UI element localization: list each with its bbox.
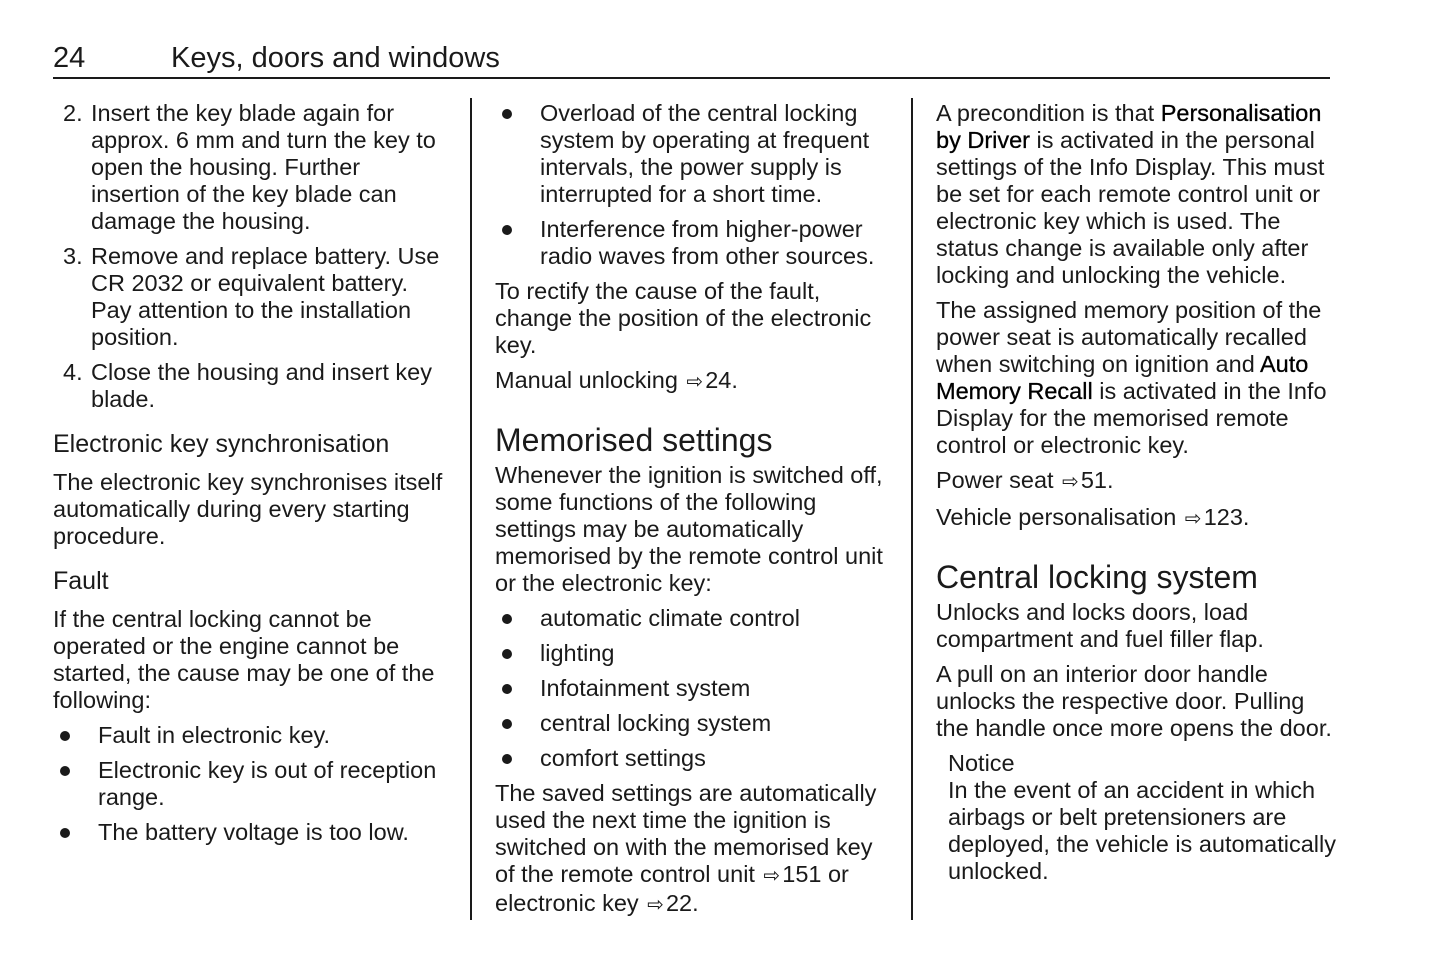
bullet-icon bbox=[502, 719, 512, 729]
page-reference-arrow-icon: ⇨ bbox=[1184, 508, 1202, 530]
page-reference-arrow-icon: ⇨ bbox=[763, 865, 781, 887]
column-left bbox=[53, 100, 453, 854]
step-text: Close the housing and insert key blade. bbox=[91, 359, 432, 412]
reference-page: 51. bbox=[1080, 467, 1114, 493]
list-item bbox=[53, 722, 453, 749]
chapter-title: Keys, doors and windows bbox=[171, 42, 500, 74]
fault-list-continued bbox=[495, 100, 895, 270]
bullet-icon bbox=[502, 614, 512, 624]
page-number: 24 bbox=[53, 42, 86, 74]
paragraph-text: is activated in the personal settings of the Info Display. This must be set for each remote control unit or electronic key which is used. The status change is available only after locking and unlocking the vehicle. bbox=[936, 127, 1325, 288]
door-handle-paragraph: A pull on an interior door handle unlocks the respective door. Pulling the handle once more opens the door. bbox=[936, 661, 1332, 741]
list-item-text: Overload of the central locking system by operating at frequent intervals, the power supply is interrupted for a short time. bbox=[540, 100, 870, 207]
memorised-intro: Whenever the ignition is switched off, some functions of the following settings may be automatically memorised by the remote control unit or the electronic key: bbox=[495, 462, 883, 596]
sync-paragraph: The electronic key synchronises itself automatically during every starting procedure. bbox=[53, 469, 443, 549]
page-reference-arrow-icon: ⇨ bbox=[1062, 471, 1079, 493]
reference-page: 123. bbox=[1203, 504, 1250, 530]
step-number: 3. bbox=[63, 243, 83, 269]
manual-unlocking-reference[interactable] bbox=[495, 367, 895, 396]
reference-text: Manual unlocking bbox=[495, 367, 678, 393]
column-divider bbox=[470, 98, 472, 920]
reference-page[interactable]: 22. bbox=[665, 890, 699, 916]
bullet-icon bbox=[60, 766, 70, 776]
section-heading-central-locking: Central locking system bbox=[936, 559, 1258, 595]
bullet-icon bbox=[502, 754, 512, 764]
saved-settings-paragraph bbox=[495, 780, 895, 919]
notice-text: In the event of an accident in which airbags or belt pretensioners are deployed, the vehicle is automatically unlocked. bbox=[948, 777, 1336, 884]
page-header bbox=[53, 41, 1330, 79]
list-item bbox=[495, 100, 895, 208]
list-item bbox=[53, 757, 453, 811]
reference-text: Vehicle personalisation bbox=[936, 504, 1177, 530]
list-item bbox=[495, 710, 895, 737]
list-item bbox=[53, 819, 453, 846]
setting-name: Auto Memory Recall bbox=[936, 351, 1309, 404]
paragraph-text: is activated in the Info Display for the memorised remote control or electronic key. bbox=[936, 378, 1327, 458]
bullet-icon bbox=[502, 225, 512, 235]
memorised-list bbox=[495, 605, 895, 772]
column-middle bbox=[495, 100, 895, 927]
list-item-text: lighting bbox=[540, 640, 615, 666]
step-text: Insert the key blade again for approx. 6 mm and turn the key to open the housing. Further insertion of the key blade can damage the housing. bbox=[91, 100, 436, 234]
step-item bbox=[53, 100, 453, 235]
paragraph-text: The saved settings are automatically used the next time the ignition is switched on with the memorised key of the remote control unit bbox=[495, 780, 877, 887]
page-reference-arrow-icon: ⇨ bbox=[647, 894, 664, 916]
list-item-text: Fault in electronic key. bbox=[98, 722, 331, 748]
section-heading-sync: Electronic key synchronisation bbox=[53, 430, 390, 458]
notice-title: Notice bbox=[948, 750, 1015, 776]
bullet-icon bbox=[60, 731, 70, 741]
list-item-text: comfort settings bbox=[540, 745, 706, 771]
vehicle-personalisation-reference[interactable] bbox=[936, 504, 1336, 533]
power-seat-reference[interactable] bbox=[936, 467, 1336, 496]
step-item bbox=[53, 243, 453, 351]
central-locking-paragraph: Unlocks and locks doors, load compartment and fuel filler flap. bbox=[936, 599, 1264, 652]
fault-list bbox=[53, 722, 453, 846]
memory-position-paragraph bbox=[936, 297, 1336, 459]
paragraph-text: The assigned memory position of the power seat is automatically recalled when switching on ignition and bbox=[936, 297, 1322, 377]
paragraph-text: electronic key bbox=[495, 890, 639, 916]
step-number: 2. bbox=[63, 100, 83, 126]
column-divider bbox=[911, 98, 913, 920]
column-right bbox=[936, 100, 1336, 885]
bullet-icon bbox=[502, 684, 512, 694]
reference-text: Power seat bbox=[936, 467, 1054, 493]
list-item-text: central locking system bbox=[540, 710, 772, 736]
reference-page: 24. bbox=[705, 367, 738, 393]
list-item bbox=[495, 605, 895, 632]
list-item bbox=[495, 745, 895, 772]
page-reference-arrow-icon: ⇨ bbox=[686, 371, 704, 393]
section-heading-memorised: Memorised settings bbox=[495, 422, 773, 458]
bullet-icon bbox=[60, 828, 70, 838]
setting-name: Personalisation by Driver bbox=[936, 100, 1322, 153]
reference-page[interactable]: 151 or bbox=[782, 861, 849, 887]
notice-box bbox=[948, 750, 1336, 885]
paragraph-text: A precondition is that bbox=[936, 100, 1155, 126]
bullet-icon bbox=[502, 109, 512, 119]
precondition-paragraph bbox=[936, 100, 1336, 289]
list-item-text: Infotainment system bbox=[540, 675, 751, 701]
list-item-text: The battery voltage is too low. bbox=[98, 819, 409, 845]
list-item-text: automatic climate control bbox=[540, 605, 800, 631]
section-heading-fault: Fault bbox=[53, 567, 109, 595]
list-item-text: Interference from higher-power radio waves from other sources. bbox=[540, 216, 875, 269]
step-number: 4. bbox=[63, 359, 83, 385]
list-item bbox=[495, 640, 895, 667]
list-item bbox=[495, 216, 895, 270]
list-item bbox=[495, 675, 895, 702]
rectify-paragraph: To rectify the cause of the fault, change the position of the electronic key. bbox=[495, 278, 872, 358]
bullet-icon bbox=[502, 649, 512, 659]
fault-paragraph: If the central locking cannot be operated or the engine cannot be started, the cause may be one of the following: bbox=[53, 606, 435, 713]
step-text: Remove and replace battery. Use CR 2032 or equivalent battery. Pay attention to the installation position. bbox=[91, 243, 440, 350]
list-item-text: Electronic key is out of reception range. bbox=[98, 757, 437, 810]
step-item bbox=[53, 359, 453, 413]
